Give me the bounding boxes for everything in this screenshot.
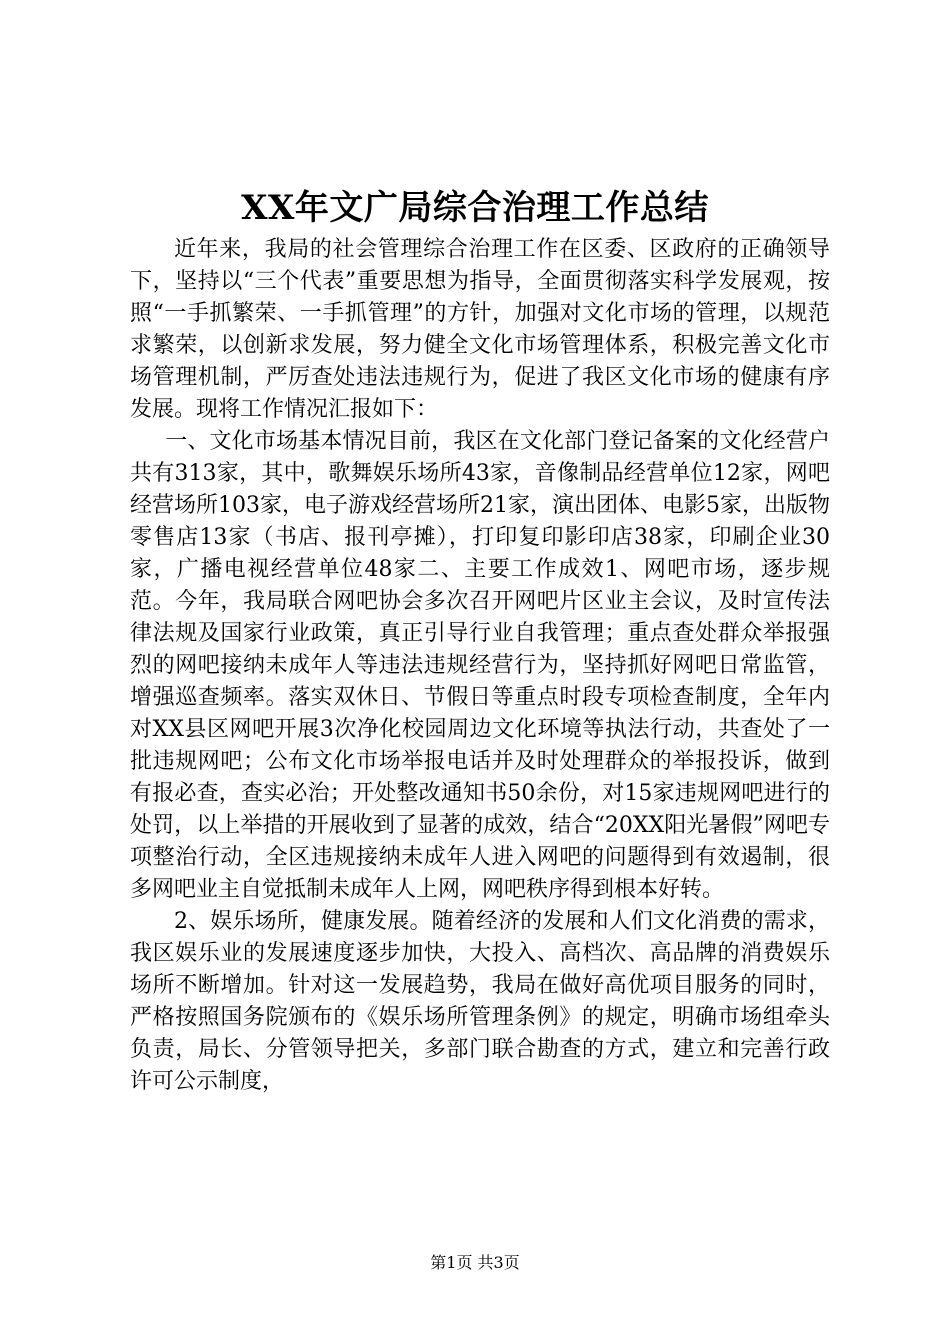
document-title: XX年文广局综合治理工作总结 (241, 188, 709, 228)
page-number-footer: 第1页 共3页 (430, 1253, 520, 1272)
document-body (130, 234, 830, 1098)
paragraph-market-overview: 一、文化市场基本情况目前，我区在文化部门登记备案的文化经营户共有313家，其中，歌舞娱乐场所43家，音像制品经营单位12家，网吧经营场所103家，电子游戏经营场所21家，演出团体、电影5家，出版物零售店13家（书店、报刊亭摊），打印复印影印店38家，印刷企业30家，广播电视经营单位48家二、主要工作成效1、网吧市场，逐步规范。今年，我局联合网吧协会多次召开网吧片区业主会议，及时宣传法律法规及国家行业政策，真正引导行业自我管理；重点查处群众举报强烈的网吧接纳未成年人等违法违规经营行为，坚持抓好网吧日常监管，增强巡查频率。落实双休日、节假日等重点时段专项检查制度，全年内对XX县区网吧开展3次净化校园周边文化环境等执法行动，共查处了一批违规网吧；公布文化市场举报电话并及时处理群众的举报投诉，做到有报必查，查实必治；开处整改通知书50余份，对15家违规网吧进行的处罚，以上举措的开展收到了显著的成效，结合“20XX阳光暑假”网吧专项整治行动，全区违规接纳未成年人进入网吧的问题得到有效遏制，很多网吧业主自觉抵制未成年人上网，网吧秩序得到根本好转。 (130, 429, 830, 902)
paragraph-intro: 近年来，我局的社会管理综合治理工作在区委、区政府的正确领导下，坚持以“三个代表”重要思想为指导，全面贯彻落实科学发展观，按照“一手抓繁荣、一手抓管理”的方针，加强对文化市场的管理，以规范求繁荣，以创新求发展，努力健全文化市场管理体系，积极完善文化市场管理机制，严厉查处违法违规行为，促进了我区文化市场的健康有序发展。现将工作情况汇报如下： (130, 237, 830, 422)
paragraph-entertainment: 2、娱乐场所，健康发展。随着经济的发展和人们文化消费的需求，我区娱乐业的发展速度逐步加快，大投入、高档次、高品牌的消费娱乐场所不断增加。针对这一发展趋势，我局在做好高优项目服务的同时，严格按照国务院颁布的《娱乐场所管理条例》的规定，明确市场组牵头负责，局长、分管领导把关，多部门联合勘查的方式，建立和完善行政许可公示制度， (130, 909, 830, 1094)
